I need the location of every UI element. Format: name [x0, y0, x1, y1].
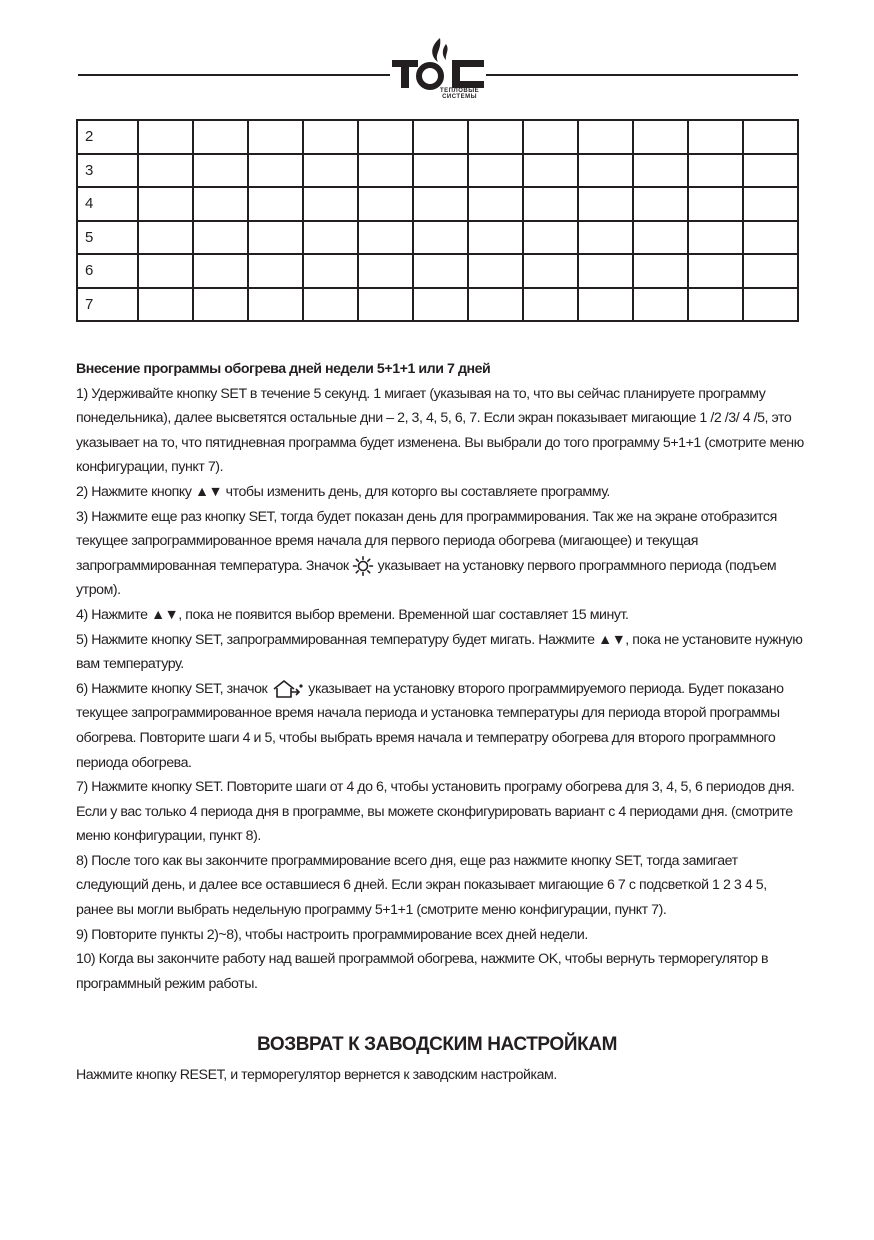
- row-label: 3: [77, 154, 138, 188]
- table-cell: [688, 154, 743, 188]
- factory-reset-title: ВОЗВРАТ К ЗАВОДСКИМ НАСТРОЙКАМ: [256, 1034, 618, 1055]
- table-cell: [633, 154, 688, 188]
- sun-icon: [352, 556, 374, 576]
- table-cell: [743, 221, 798, 255]
- step-7: 7) Нажмите кнопку SET. Повторите шаги от 4 до 6, чтобы установить програму обогрева для 3, 4, 5, 6 периодов дня. Если у вас только 4 периода дня в программе, вы можете сконфигурировать вариант с 4 периодами дня. (смотрите меню конфигурации, пункт 8).: [76, 779, 795, 845]
- table-cell: [743, 187, 798, 221]
- table-cell: [358, 154, 413, 188]
- logo-subtitle-line1: ТЕПЛОВЫЕ: [440, 88, 480, 94]
- table-cell: [468, 154, 523, 188]
- step-2-text-a: 2) Нажмите кнопку: [76, 483, 195, 500]
- table-cell: [358, 254, 413, 288]
- table-row: [77, 154, 798, 188]
- header-rule-right: [486, 74, 798, 76]
- table-cell: [303, 187, 358, 221]
- table-cell: [578, 187, 633, 221]
- table-cell: [138, 120, 193, 154]
- table-cell: [138, 221, 193, 255]
- table-cell: [303, 254, 358, 288]
- table-cell: [633, 254, 688, 288]
- step-5-text-a: 5) Нажмите кнопку SET, запрограммированная температуру будет мигать. Нажмите: [76, 631, 599, 648]
- table-cell: [413, 288, 468, 322]
- table-cell: [248, 154, 303, 188]
- step-4: [76, 603, 806, 628]
- step-3-text-b: указывает на установку первого программного периода (подъем утром).: [76, 557, 777, 599]
- table-cell: [193, 254, 248, 288]
- table-cell: [358, 187, 413, 221]
- table-cell: [193, 221, 248, 255]
- table-cell: [688, 187, 743, 221]
- table-cell: [633, 187, 688, 221]
- step-5: [76, 628, 806, 677]
- table-cell: [413, 154, 468, 188]
- table-cell: [523, 120, 578, 154]
- table-cell: [138, 154, 193, 188]
- step-4-text-b: , пока не появится выбор времени. Временной шаг составляет 15 минут.: [178, 606, 629, 623]
- table-cell: [468, 254, 523, 288]
- table-cell: [248, 187, 303, 221]
- table-cell: [303, 120, 358, 154]
- table-row: [77, 254, 798, 288]
- table-cell: [248, 288, 303, 322]
- step-6-text-a: 6) Нажмите кнопку SET, значок: [76, 680, 271, 697]
- step-6-text-b: указывает на установку второго программируемого периода. Будет показано текущее запрограммированное время начала периода и установка температуры для периода второй программы обогрева. Повторите шаги 4 и 5, чтобы выбрать время начала и температру обогрева для второго программного периода обогрева.: [76, 680, 784, 771]
- table-cell: [578, 221, 633, 255]
- table-row: [77, 120, 798, 154]
- factory-reset-text: Нажмите кнопку RESET, и терморегулятор вернется к заводским настройкам.: [76, 1067, 557, 1083]
- table-cell: [523, 187, 578, 221]
- step-2: [76, 480, 806, 505]
- table-cell: [193, 120, 248, 154]
- table-cell: [358, 221, 413, 255]
- table-cell: [468, 288, 523, 322]
- table-row: [77, 288, 798, 322]
- table-cell: [688, 120, 743, 154]
- logo-subtitle: [440, 88, 479, 100]
- instructions-section: [76, 357, 806, 996]
- table-cell: [633, 288, 688, 322]
- table-cell: [578, 254, 633, 288]
- table-cell: [193, 154, 248, 188]
- row-label: 4: [77, 187, 138, 221]
- table-cell: [303, 288, 358, 322]
- table-cell: [248, 221, 303, 255]
- table-cell: [578, 120, 633, 154]
- row-label: 7: [77, 288, 138, 322]
- table-cell: [413, 120, 468, 154]
- house-leave-icon: [271, 679, 305, 699]
- table-cell: [743, 254, 798, 288]
- table-cell: [413, 187, 468, 221]
- table-cell: [193, 288, 248, 322]
- table-cell: [138, 288, 193, 322]
- step-3-text-a: 3) Нажмите еще раз кнопку SET, тогда будет показан день для программирования. Так же на экране отобразится текущее запрограммированное время начала для первого периода обогрева (мигающее) и текущая запрограммированная температура. Значок: [76, 508, 777, 574]
- step-9: 9) Повторите пункты 2)~8), чтобы настроить программирование всех дней недели.: [76, 926, 588, 943]
- up-down-arrows-icon: ▲▼: [151, 606, 179, 623]
- table-cell: [633, 221, 688, 255]
- table-cell: [413, 254, 468, 288]
- table-cell: [468, 221, 523, 255]
- table-cell: [468, 187, 523, 221]
- table-cell: [303, 154, 358, 188]
- row-label: 2: [77, 120, 138, 154]
- step-1: 1) Удерживайте кнопку SET в течение 5 секунд. 1 мигает (указывая на то, что вы сейчас планируете программу понедельника), далее высветятся остальные дни – 2, 3, 4, 5, 6, 7. Если экран показывает мигающие 1 /2 /3/ 4 /5, это указывает на то, что пятидневная программа будет изменена. Вы выбрали до того программу 5+1+1 (смотрите меню конфигурации, пункт 7).: [76, 385, 804, 476]
- table-cell: [138, 254, 193, 288]
- table-cell: [523, 154, 578, 188]
- table-row: [77, 187, 798, 221]
- table-cell: [743, 120, 798, 154]
- step-8: 8) После того как вы закончите программирование всего дня, еще раз нажмите кнопку SET, тогда замигает следующий день, и далее все оставшиеся 6 дней. Если экран показывает мигающие 6 7 с подсветкой 1 2 3 4 5, ранее вы могли выбрать недельную программу 5+1+1 (смотрите меню конфигурации, пункт 7).: [76, 852, 767, 919]
- table-cell: [633, 120, 688, 154]
- table-cell: [688, 221, 743, 255]
- table-cell: [358, 120, 413, 154]
- table-cell: [248, 254, 303, 288]
- header-rule-left: [78, 74, 390, 76]
- row-label: 6: [77, 254, 138, 288]
- table-cell: [743, 154, 798, 188]
- step-4-text-a: 4) Нажмите: [76, 606, 152, 623]
- logo-subtitle-line2: СИСТЕМЫ: [442, 94, 477, 100]
- table-cell: [688, 288, 743, 322]
- up-down-arrows-icon: ▲▼: [598, 631, 626, 648]
- step-3: [76, 505, 806, 603]
- step-6: [76, 677, 806, 775]
- step-2-text-b: чтобы изменить день, для которго вы составляете программу.: [222, 483, 610, 500]
- row-label: 5: [77, 221, 138, 255]
- section-heading: Внесение программы обогрева дней недели 5+1+1 или 7 дней: [76, 361, 491, 377]
- table-cell: [413, 221, 468, 255]
- table-cell: [358, 288, 413, 322]
- table-cell: [523, 254, 578, 288]
- table-cell: [468, 120, 523, 154]
- table-row: [77, 221, 798, 255]
- step-5-text-b: , пока не установите нужную вам температуру.: [76, 631, 803, 673]
- table-cell: [523, 221, 578, 255]
- table-cell: [138, 187, 193, 221]
- table-cell: [523, 288, 578, 322]
- table-cell: [743, 288, 798, 322]
- table-cell: [303, 221, 358, 255]
- table-cell: [193, 187, 248, 221]
- step-10: 10) Когда вы закончите работу над вашей программой обогрева, нажмите OK, чтобы вернуть терморегулятор в программный режим работы.: [76, 951, 769, 992]
- table-cell: [578, 154, 633, 188]
- table-cell: [688, 254, 743, 288]
- table-cell: [578, 288, 633, 322]
- schedule-table: [76, 119, 799, 322]
- table-cell: [248, 120, 303, 154]
- up-down-arrows-icon: ▲▼: [194, 483, 223, 500]
